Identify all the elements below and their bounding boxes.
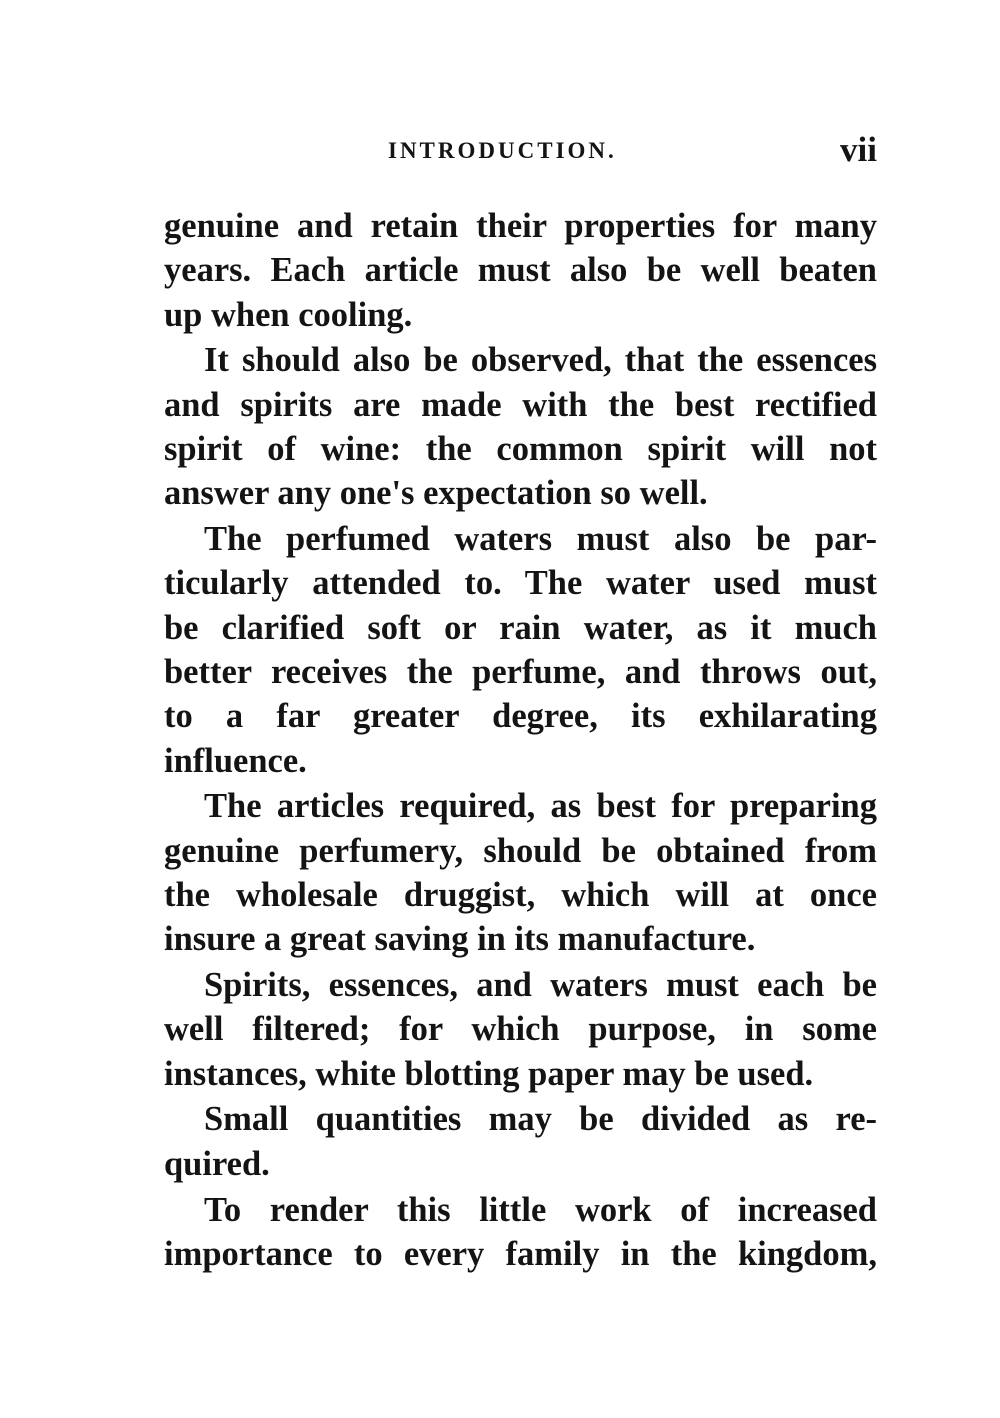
- text-line: genuine and retain their properties for many: [164, 207, 877, 245]
- text-line: The perfumed waters must also be par-: [204, 520, 877, 559]
- text-line: insure a great saving in its manufacture.: [164, 920, 756, 959]
- text-line: importance to every family in the kingdom,: [164, 1234, 877, 1273]
- running-head: [164, 130, 877, 174]
- text-line: instances, white blotting paper may be used.: [164, 1054, 814, 1093]
- text-line: Spirits, essences, and waters must each be: [204, 966, 877, 1005]
- text-line: well filtered; for which purpose, in some: [164, 1010, 877, 1049]
- text-line: better receives the perfume, and throws out,: [164, 652, 877, 691]
- text-line: up when cooling.: [164, 295, 413, 334]
- text-line: ticularly attended to. The water used must: [164, 564, 877, 603]
- text-line: years. Each article must also be well beaten: [164, 251, 877, 290]
- body-text: [164, 204, 877, 1276]
- paragraph: [164, 1188, 877, 1277]
- book-page: [164, 0, 877, 1418]
- text-line: genuine perfumery, should be obtained from: [164, 831, 877, 870]
- paragraph: [164, 784, 877, 961]
- text-line: the wholesale druggist, which will at once: [164, 875, 877, 914]
- paragraph: [164, 1097, 877, 1186]
- text-line: spirit of wine: the common spirit will not: [164, 429, 877, 468]
- paragraph: [164, 517, 877, 783]
- text-line: Small quantities may be divided as re-: [204, 1100, 877, 1139]
- text-line: To render this little work of increased: [204, 1190, 877, 1229]
- running-title: INTRODUCTION.: [388, 138, 617, 163]
- paragraph: [164, 204, 877, 337]
- page-number: vii: [840, 130, 877, 169]
- text-line: influence.: [164, 741, 307, 780]
- text-line: It should also be observed, that the essences: [204, 341, 877, 380]
- paragraph: [164, 338, 877, 515]
- paragraph: [164, 963, 877, 1096]
- text-line: be clarified soft or rain water, as it much: [164, 608, 877, 647]
- text-line: quired.: [164, 1144, 270, 1183]
- text-line: The articles required, as best for preparing: [204, 787, 877, 826]
- text-line: answer any one's expectation so well.: [164, 474, 708, 513]
- text-line: and spirits are made with the best rectified: [164, 385, 877, 424]
- text-line: to a far greater degree, its exhilarating: [164, 697, 877, 736]
